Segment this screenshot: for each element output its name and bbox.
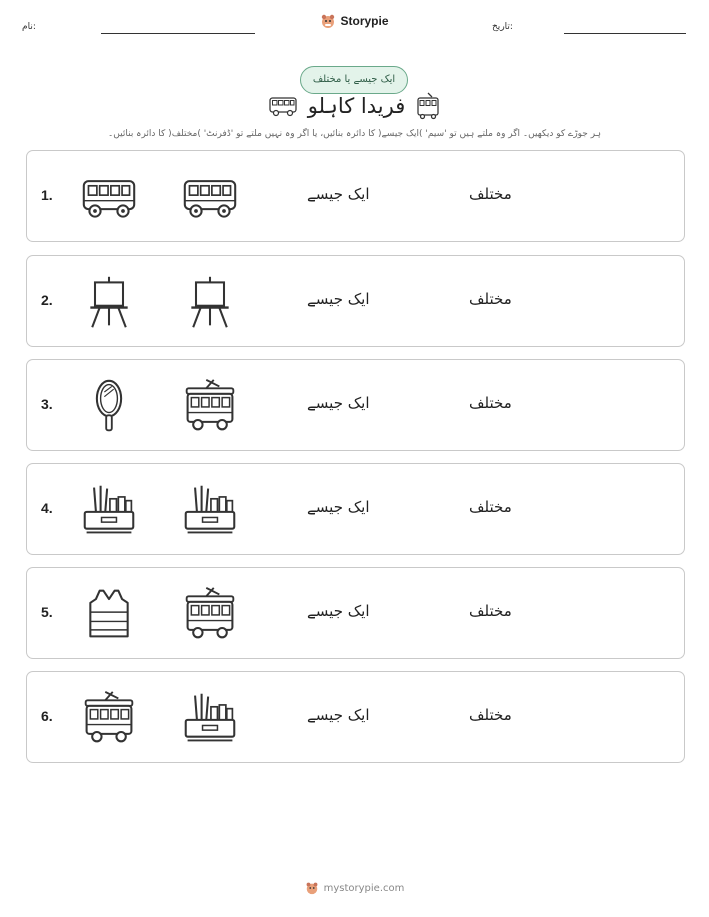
question-number: 3. <box>41 396 53 412</box>
same-option[interactable]: ایک جیسے <box>307 185 370 203</box>
mirror-icon <box>81 378 137 434</box>
different-option[interactable]: مختلف <box>469 185 512 203</box>
question-row <box>26 150 685 242</box>
same-option[interactable]: ایک جیسے <box>307 394 370 412</box>
tram-icon <box>415 92 441 120</box>
title-row <box>0 92 709 120</box>
same-or-different-pill: ایک جیسے یا مختلف <box>300 66 408 94</box>
same-option[interactable]: ایک جیسے <box>307 498 370 516</box>
same-option[interactable]: ایک جیسے <box>307 290 370 308</box>
date-label: تاریخ: <box>492 22 513 32</box>
brand-name: Storypie <box>340 14 389 28</box>
question-row <box>26 359 685 451</box>
question-number: 1. <box>41 187 53 203</box>
name-line[interactable] <box>101 33 255 34</box>
storypie-logo-icon <box>320 13 336 29</box>
name-label: نام: <box>22 22 36 32</box>
paint-box-icon <box>81 482 137 538</box>
different-option[interactable]: مختلف <box>469 602 512 620</box>
same-option[interactable]: ایک جیسے <box>307 706 370 724</box>
paint-box-icon <box>182 690 238 746</box>
tram-icon <box>81 690 137 746</box>
brand <box>0 13 709 33</box>
bus-icon <box>268 95 298 117</box>
paint-box-icon <box>182 482 238 538</box>
different-option[interactable]: مختلف <box>469 706 512 724</box>
footer <box>0 880 709 899</box>
different-option[interactable]: مختلف <box>469 498 512 516</box>
storypie-logo-icon <box>305 881 319 895</box>
question-row <box>26 671 685 763</box>
tram-icon <box>182 378 238 434</box>
page-title: فریدا کاہلو <box>307 94 406 118</box>
easel-icon <box>182 274 238 330</box>
footer-url[interactable]: mystorypie.com <box>323 882 405 894</box>
easel-icon <box>81 274 137 330</box>
different-option[interactable]: مختلف <box>469 394 512 412</box>
different-option[interactable]: مختلف <box>469 290 512 308</box>
question-number: 2. <box>41 292 53 308</box>
bus-icon <box>81 169 137 225</box>
question-row <box>26 255 685 347</box>
tram-icon <box>182 586 238 642</box>
instructions: ہر جوڑے کو دیکھیں۔ اگر وہ ملتے ہیں تو 'سیم' )ایک جیسے( کا دائرہ بنائیں، یا اگر وہ نہیں ملتے تو 'ڈفرنٹ' )مختلف( کا دائرہ بنائیں۔ <box>108 129 601 139</box>
question-number: 4. <box>41 500 53 516</box>
question-number: 5. <box>41 604 53 620</box>
same-option[interactable]: ایک جیسے <box>307 602 370 620</box>
vest-icon <box>81 586 137 642</box>
date-line[interactable] <box>564 33 686 34</box>
question-number: 6. <box>41 708 53 724</box>
bus-icon <box>182 169 238 225</box>
question-row <box>26 567 685 659</box>
question-row <box>26 463 685 555</box>
